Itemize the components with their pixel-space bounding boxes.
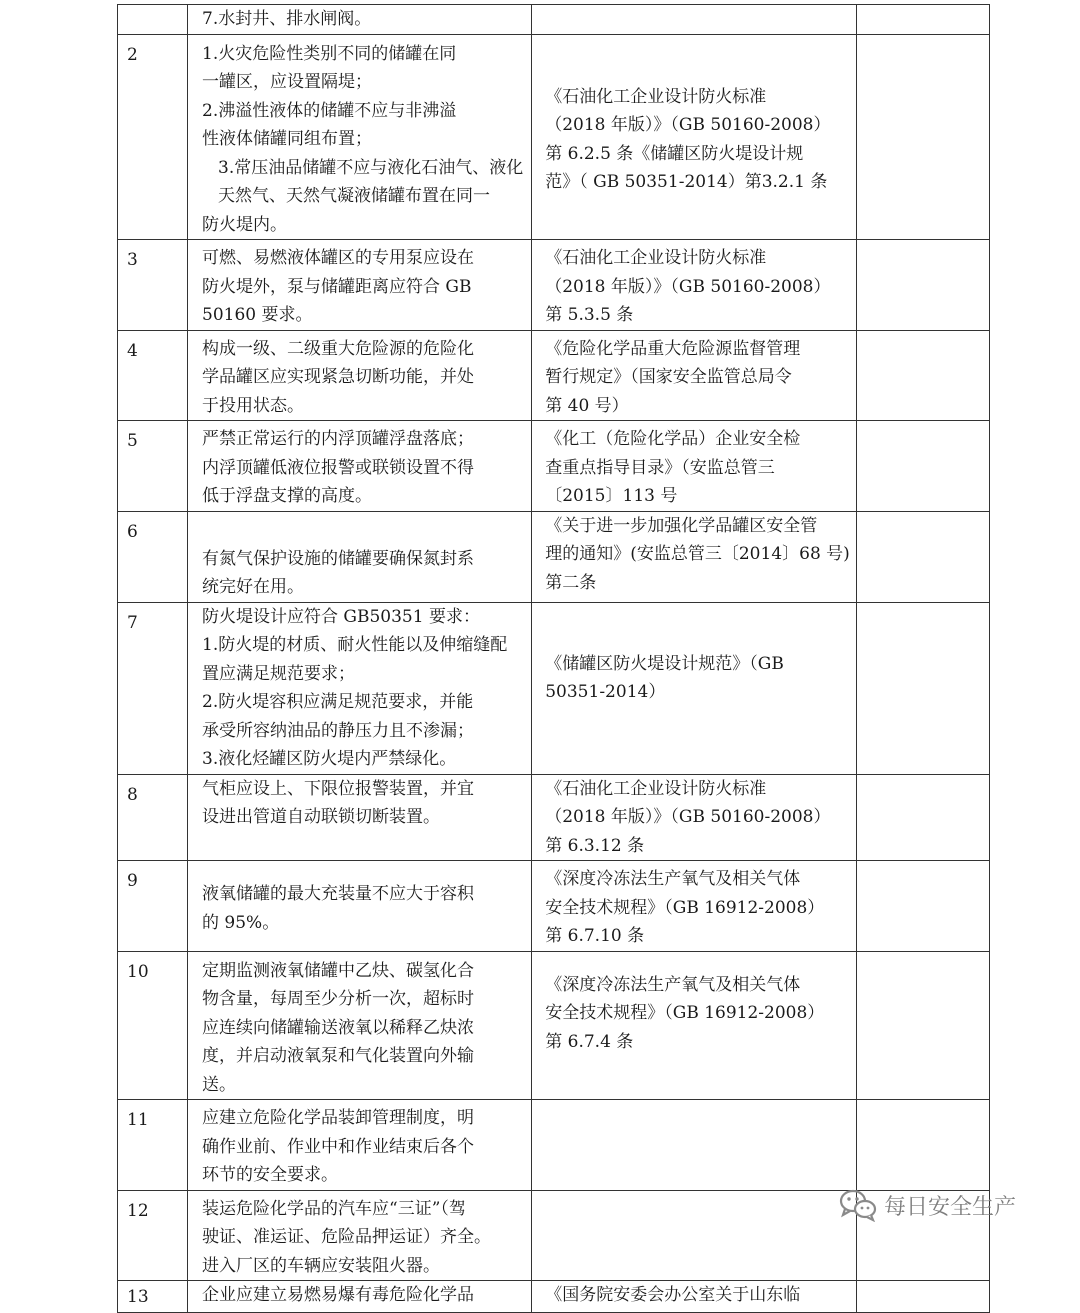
- row-number: [118, 421, 188, 512]
- remarks-cell: [856, 774, 989, 861]
- requirement-line: 构成一级、二级重大危险源的危险化: [202, 338, 474, 359]
- requirement-line: 1.防火堤的材质、耐火性能以及伸缩缝配: [202, 635, 508, 655]
- requirement-line: 防火堤内。: [202, 214, 287, 235]
- table-row: [118, 774, 990, 861]
- standard-cell: [532, 240, 857, 331]
- table-row: [118, 240, 990, 331]
- remarks-cell: [856, 951, 989, 1100]
- requirement-cell: [188, 774, 532, 861]
- standard-line: 第二条: [545, 572, 597, 593]
- remarks-cell: [856, 511, 989, 602]
- requirement-cell: [188, 1100, 532, 1191]
- requirement-cell: [188, 421, 532, 512]
- row-number: [118, 1190, 188, 1281]
- table-row: [118, 1281, 990, 1313]
- watermark: [838, 1188, 1016, 1222]
- row-number: [118, 5, 188, 35]
- standard-line: 《深度冷冻法生产氧气及相关气体: [545, 974, 801, 995]
- standard-cell: [532, 330, 857, 421]
- requirement-line: 2.沸溢性液体的储罐不应与非沸溢: [202, 100, 457, 121]
- row-number-text: 5: [127, 431, 138, 451]
- table-row: [118, 511, 990, 602]
- requirement-line: 天然气、天然气凝液储罐布置在同一: [218, 186, 490, 206]
- row-number-text: 2: [127, 44, 138, 65]
- requirement-line: 可燃、易燃液体罐区的专用泵应设在: [202, 248, 474, 268]
- table-row: [118, 5, 990, 35]
- standard-cell: [532, 1100, 857, 1191]
- row-number-text: 7: [127, 612, 138, 633]
- remarks-cell: [856, 5, 989, 35]
- standard-line: （2018 年版）》（GB 50160-2008）: [545, 276, 831, 297]
- remarks-cell: [856, 1100, 989, 1191]
- requirement-line: 有氮气保护设施的储罐要确保氮封系: [202, 548, 474, 569]
- standard-line: 第 6.7.10 条: [545, 926, 645, 946]
- requirement-line: 学品罐区应实现紧急切断功能，并处: [202, 367, 474, 387]
- standard-line: 50351-2014）: [545, 682, 666, 702]
- standard-cell: [532, 951, 857, 1100]
- requirement-line: 1.火灾危险性类别不同的储罐在同: [202, 43, 457, 64]
- row-number: [118, 240, 188, 331]
- standard-line: 第 40 号）: [545, 395, 629, 416]
- remarks-cell: [856, 240, 989, 331]
- requirement-line: 度，并启动液氧泵和气化装置向外输: [202, 1046, 474, 1066]
- requirement-line: 置应满足规范要求；: [202, 663, 355, 684]
- remarks-cell: [856, 330, 989, 421]
- standard-line: 暂行规定》（国家安全监管总局令: [545, 367, 792, 387]
- standard-line: 《储罐区防火堤设计规范》（GB: [545, 653, 784, 674]
- requirement-line: 承受所容纳油品的静压力且不渗漏；: [202, 720, 474, 741]
- standard-cell: [532, 511, 857, 602]
- requirement-line: 一罐区，应设置隔堤；: [202, 72, 372, 92]
- row-number-text: 9: [127, 871, 138, 891]
- requirement-cell: [188, 1190, 532, 1281]
- requirement-cell: [188, 5, 532, 35]
- requirement-line: 装运危险化学品的汽车应“三证”（驾: [202, 1198, 466, 1219]
- requirement-line: 防火堤外，泵与储罐距离应符合 GB: [202, 276, 472, 297]
- standard-line: （2018 年版）》（GB 50160-2008）: [545, 807, 831, 827]
- requirement-line: 于投用状态。: [202, 395, 304, 416]
- requirement-line: 低于浮盘支撑的高度。: [202, 486, 372, 506]
- row-number-text: 13: [127, 1287, 149, 1307]
- requirement-line: 7.水封井、排水闸阀。: [202, 9, 372, 29]
- standard-line: 《关于进一步加强化学品罐区安全管: [545, 515, 818, 536]
- requirement-cell: [188, 951, 532, 1100]
- remarks-cell: [856, 602, 989, 774]
- requirement-line: 3.液化烃罐区防火堤内严禁绿化。: [202, 749, 457, 769]
- standard-cell: [532, 774, 857, 861]
- requirement-line: 环节的安全要求。: [202, 1165, 338, 1185]
- standard-line: 〔2015〕113 号: [545, 486, 678, 506]
- row-number: [118, 34, 188, 240]
- requirement-line: 确作业前、作业中和作业结束后各个: [202, 1136, 474, 1157]
- requirement-line: 应连续向储罐输送液氧以稀释乙炔浓: [202, 1017, 474, 1038]
- row-number: [118, 951, 188, 1100]
- standard-line: 《化工（危险化学品）企业安全检: [545, 429, 801, 449]
- requirement-line: 50160 要求。: [202, 305, 313, 325]
- requirement-cell: [188, 1281, 532, 1313]
- requirement-line: 性液体储罐同组布置；: [202, 129, 372, 149]
- standard-cell: [532, 5, 857, 35]
- standard-line: 第 6.3.12 条: [545, 835, 645, 856]
- requirement-line: 严禁正常运行的内浮顶罐浮盘落底；: [202, 429, 474, 449]
- requirement-line: 2.防火堤容积应满足规范要求，并能: [202, 692, 474, 712]
- table-row: [118, 421, 990, 512]
- row-number-text: 4: [127, 340, 138, 361]
- inspection-table: [117, 4, 990, 1313]
- requirement-line: 定期监测液氧储罐中乙炔、碳氢化合: [202, 960, 474, 981]
- remarks-cell: [856, 34, 989, 240]
- requirement-line: 统完好在用。: [202, 577, 304, 597]
- row-number: [118, 511, 188, 602]
- table-row: [118, 34, 990, 240]
- requirement-cell: [188, 34, 532, 240]
- requirement-cell: [188, 240, 532, 331]
- standard-line: 《深度冷冻法生产氧气及相关气体: [545, 869, 801, 889]
- standard-cell: [532, 1190, 857, 1281]
- standard-line: 《危险化学品重大危险源监督管理: [545, 338, 801, 359]
- requirement-line: 的 95%。: [202, 912, 280, 933]
- row-number-text: 6: [127, 521, 138, 542]
- standard-line: 《石油化工企业设计防火标准: [545, 778, 767, 799]
- row-number-text: 12: [127, 1200, 149, 1221]
- table-row: [118, 1100, 990, 1191]
- table-row: [118, 330, 990, 421]
- requirement-line: 进入厂区的车辆应安装阻火器。: [202, 1255, 440, 1276]
- requirement-line: 防火堤设计应符合 GB50351 要求：: [202, 606, 480, 627]
- requirement-line: 企业应建立易燃易爆有毒危险化学品: [202, 1285, 474, 1305]
- standard-line: 安全技术规程》（GB 16912-2008）: [545, 1003, 825, 1023]
- standard-line: 查重点指导目录》（安监总管三: [545, 457, 775, 478]
- requirement-line: 内浮顶罐低液位报警或联锁设置不得: [202, 457, 474, 478]
- standard-line: 第 6.2.5 条《储罐区防火堤设计规: [545, 143, 804, 164]
- row-number: [118, 1281, 188, 1313]
- requirement-line: 设进出管道自动联锁切断装置。: [202, 807, 440, 827]
- standard-line: 《石油化工企业设计防火标准: [545, 248, 767, 268]
- requirement-cell: [188, 511, 532, 602]
- standard-cell: [532, 1281, 857, 1313]
- standard-cell: [532, 602, 857, 774]
- standard-line: 第 5.3.5 条: [545, 305, 634, 325]
- watermark-text: 每日安全生产: [884, 1194, 1017, 1220]
- standard-line: 《国务院安委会办公室关于山东临: [545, 1285, 801, 1305]
- table-row: [118, 861, 990, 952]
- standard-line: 第 6.7.4 条: [545, 1031, 634, 1052]
- standard-line: 安全技术规程》（GB 16912-2008）: [545, 897, 825, 918]
- requirement-line: 物含量，每周至少分析一次，超标时: [202, 989, 474, 1009]
- table-row: [118, 951, 990, 1100]
- remarks-cell: [856, 861, 989, 952]
- remarks-cell: [856, 421, 989, 512]
- requirement-cell: [188, 602, 532, 774]
- standard-line: 范》（ GB 50351-2014）第3.2.1 条: [545, 172, 828, 192]
- standard-cell: [532, 861, 857, 952]
- requirement-line: 应建立危险化学品装卸管理制度，明: [202, 1108, 474, 1128]
- row-number: [118, 602, 188, 774]
- row-number-text: 11: [127, 1110, 149, 1130]
- standard-cell: [532, 34, 857, 240]
- wechat-icon: [838, 1188, 878, 1222]
- standard-line: （2018 年版）》（GB 50160-2008）: [545, 115, 831, 135]
- row-number: [118, 1100, 188, 1191]
- requirement-line: 送。: [202, 1074, 236, 1095]
- row-number-text: 10: [127, 961, 149, 982]
- row-number-text: 3: [127, 250, 138, 270]
- table-row: [118, 602, 990, 774]
- requirement-cell: [188, 861, 532, 952]
- requirement-line: 液氧储罐的最大充装量不应大于容积: [202, 884, 474, 904]
- row-number: [118, 330, 188, 421]
- requirement-line: 驶证、准运证、危险品押运证）齐全。: [202, 1227, 491, 1247]
- standard-line: 理的通知》(安监总管三〔2014〕68 号): [545, 544, 850, 564]
- requirement-line: 气柜应设上、下限位报警装置，并宜: [202, 778, 474, 799]
- row-number: [118, 774, 188, 861]
- requirement-line: 3.常压油品储罐不应与液化石油气、液化: [218, 157, 524, 178]
- requirement-cell: [188, 330, 532, 421]
- row-number-text: 8: [127, 784, 138, 805]
- standard-cell: [532, 421, 857, 512]
- standard-line: 《石油化工企业设计防火标准: [545, 86, 767, 107]
- row-number: [118, 861, 188, 952]
- remarks-cell: [856, 1281, 989, 1313]
